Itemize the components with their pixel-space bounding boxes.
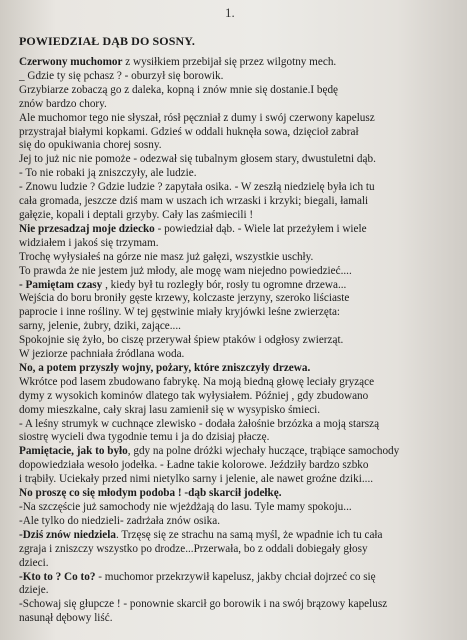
text-line: [19, 362, 455, 376]
line-text: Wejścia do boru broniły gęste krzewy, kolczaste jerzyny, szeroko liściaste: [19, 292, 350, 305]
line-text: W jeziorze pachniała źródlana woda.: [19, 348, 185, 361]
line-text: sarny, jelenie, żubry, dziki, zające....: [19, 320, 181, 333]
text-line: [19, 487, 455, 501]
line-text: się do opukiwania chorej sosny.: [19, 139, 162, 152]
text-line: [19, 376, 455, 390]
text-line: [19, 431, 455, 445]
line-text: nasunął dębowy liść.: [19, 612, 113, 625]
text-line: [19, 84, 455, 98]
text-line: [19, 348, 455, 362]
line-text: dopowiedziała wesoło jodełka. - Ładne takie kolorowe. Jeździły bardzo szbko: [19, 459, 369, 472]
line-text: Ale muchomor tego nie słyszał, rósł pęczniał z dumy i swój czerwony kapelusz: [19, 111, 375, 124]
line-text: , gdy na polne dróżki wjechały huczące, trąbiące samochody: [127, 445, 400, 458]
line-text: dzieje.: [19, 584, 49, 597]
line-text: siostrę wycieli dwa tygodnie temu i ja do dzisiaj płaczę.: [19, 431, 270, 444]
line-text: Trochę wyłysiałeś na górze nie masz już gałęzi, wszystkie uschły.: [19, 250, 314, 263]
text-line: [19, 404, 455, 418]
story-title: POWIEDZIAŁ DĄB DO SOSNY.: [19, 34, 195, 48]
bold-phrase: - Pamiętam czasy: [19, 278, 103, 291]
text-line: [19, 612, 455, 626]
line-text: Spokojnie się żyło, bo ciszę przerywał śpiew ptaków i odgłosy zwierząt.: [19, 334, 344, 347]
line-text: domy mieszkalne, cały skraj lasu zamienił się w wysypisko śmieci.: [19, 403, 321, 416]
bold-phrase: Pamiętacie, jak to było: [19, 445, 128, 458]
text-line: [19, 292, 455, 306]
text-line: [19, 167, 455, 181]
line-text: , kiedy był tu rozległy bór, rosły tu ogromne drzewa...: [102, 278, 347, 291]
line-text: dzieci.: [19, 556, 49, 569]
line-text: gałęzie, kopali i deptali grzyby. Cały las zaśmiecili !: [19, 208, 254, 221]
text-line: [19, 251, 455, 265]
line-text: z wysiłkiem przebijał się przez wilgotny mech.: [122, 56, 337, 68]
line-text: - To nie robaki ją zniszczyły, ale ludzie.: [19, 167, 197, 180]
text-line: [19, 320, 455, 334]
bold-phrase: -Dziś znów niedziela: [19, 528, 116, 541]
line-text: - powiedział dąb. - Wiele lat przeżyłem i wiele: [154, 222, 367, 235]
text-line: [19, 237, 455, 251]
text-line: [19, 529, 455, 543]
text-line: [19, 306, 455, 320]
bold-phrase: -Kto to ? Co to?: [19, 570, 96, 583]
text-line: [19, 56, 455, 70]
line-text: Jej to już nic nie pomoże - odezwał się tubalnym głosem stary, dwustuletni dąb.: [19, 153, 376, 166]
text-line: [19, 153, 455, 167]
text-line: [19, 473, 455, 487]
text-line: [19, 112, 455, 126]
line-text: widziałem i jakoś się trzymam.: [19, 236, 159, 249]
line-text: . Trzęsę się ze strachu na samą myśl, że wpadnie ich tu cała: [115, 528, 383, 541]
line-text: Wkrótce pod lasem zbudowano fabrykę. Na moją biedną głowę leciały gryzące: [19, 375, 375, 388]
text-line: [19, 418, 455, 432]
text-line: [19, 445, 455, 459]
text-line: [19, 279, 455, 293]
bold-phrase: Nie przesadzaj moje dziecko: [19, 222, 155, 235]
text-line: [19, 195, 455, 209]
line-text: - muchomor przekrzywił kapelusz, jakby chciał dojrzeć co się: [95, 570, 376, 583]
text-line: [19, 584, 455, 598]
bold-phrase: Czerwony muchomor: [19, 56, 123, 68]
bold-phrase: No proszę co się młodym podoba ! -dąb skarcił jodełkę.: [19, 487, 282, 500]
text-line: [19, 543, 455, 557]
text-line: [19, 139, 455, 153]
line-text: _ Gdzie ty się pchasz ? - oburzył się borowik.: [19, 69, 224, 82]
line-text: paprocie i inne rośliny. W tej gęstwinie miały kryjówki leśne zwierzęta:: [19, 306, 341, 319]
line-text: znów bardzo chory.: [19, 97, 107, 110]
text-line: [19, 70, 455, 84]
text-line: [19, 598, 455, 612]
text-line: [19, 181, 455, 195]
line-text: dymy z wysokich kominów dlatego tak wyłysiałem. Później , gdy zbudowano: [19, 389, 369, 402]
story-text: [19, 56, 455, 626]
line-text: Grzybiarze zobaczą go z daleka, kopną i znów mnie się dostanie.I będę: [19, 83, 339, 96]
text-line: [19, 571, 455, 585]
line-text: -Na szczęście już samochody nie wjeżdżają do lasu. Tyle mamy spokoju...: [19, 501, 352, 513]
line-text: - A leśny strumyk w cuchnące zlewisko - dodała żałośnie brzózka a moją starszą: [19, 417, 380, 430]
text-line: [19, 334, 455, 348]
bold-phrase: No, a potem przyszły wojny, pożary, które zniszczyły drzewa.: [19, 361, 311, 374]
text-line: [19, 390, 455, 404]
text-line: [19, 515, 455, 529]
line-text: - Znowu ludzie ? Gdzie ludzie ? zapytała osika. - W zeszłą niedzielę była ich tu: [19, 181, 375, 194]
text-line: [19, 501, 455, 515]
page-number: 1.: [225, 5, 235, 20]
text-line: [19, 223, 455, 237]
line-text: zgraja i zniszczy wszystko po drodze...Przerwała, bo z oddali dobiegały głosy: [19, 542, 368, 555]
text-line: [19, 209, 455, 223]
text-line: [19, 265, 455, 279]
text-line: [19, 459, 455, 473]
line-text: i trąbiły. Uciekały przed nimi nietylko sarny i jelenie, ale nawet groźne dziki....: [19, 473, 374, 486]
text-line: [19, 98, 455, 112]
line-text: przystrajał białymi kopkami. Gdzieś w oddali huknęła sowa, dzięcioł zabrał: [19, 125, 359, 138]
line-text: -Schowaj się głupcze ! - ponownie skarcił go borowik i na swój brązowy kapelusz: [19, 598, 388, 611]
line-text: -Ale tylko do niedzieli- zadrżała znów osika.: [19, 514, 220, 527]
line-text: To prawda że nie jestem już młody, ale mogę wam niejedno powiedzieć....: [19, 264, 352, 277]
text-line: [19, 126, 455, 140]
text-line: [19, 557, 455, 571]
line-text: cała gromada, jeszcze dziś mam w uszach ich wrzaski i krzyki; biegali, łamali: [19, 195, 369, 208]
